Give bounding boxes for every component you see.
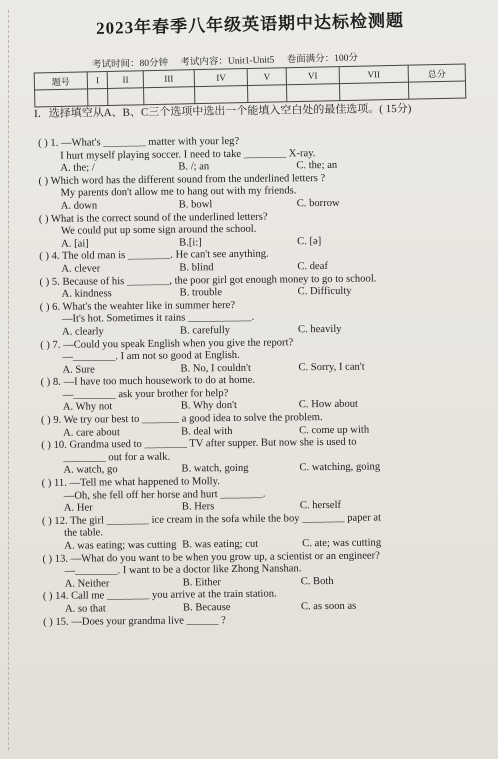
question-text: ( ) 6. What's the weahter like in summer here?: [39, 299, 236, 313]
answer-option[interactable]: B. blind: [179, 262, 214, 274]
question-item: [38, 133, 478, 175]
question-item: [41, 436, 481, 478]
answer-option[interactable]: A. the; /: [60, 162, 95, 174]
answer-option[interactable]: C. the; an: [296, 160, 338, 172]
answer-option[interactable]: A. Her: [63, 502, 93, 514]
answer-option[interactable]: A. watch, go: [63, 464, 118, 477]
question-item: [38, 171, 478, 213]
score-cell: 总分: [408, 64, 465, 82]
answer-option[interactable]: C. herself: [299, 500, 342, 512]
question-item: [42, 511, 482, 553]
answer-option[interactable]: C. deaf: [297, 260, 329, 273]
question-text: ( ) 11. —Tell me what happened to Molly.: [41, 476, 220, 490]
answer-option[interactable]: B. watch, going: [181, 463, 249, 475]
answer-option[interactable]: B. Hers: [181, 501, 215, 513]
score-blank[interactable]: [35, 89, 88, 107]
answer-option[interactable]: C. heavily: [297, 323, 342, 336]
question-subline: I hurt myself playing soccer. I need to take ________ X-ray.: [60, 147, 316, 162]
question-item: [41, 373, 481, 415]
score-cell: V: [248, 68, 287, 86]
answer-option[interactable]: A. [ai]: [61, 238, 89, 250]
question-subline: We could put up some sign around the school.: [60, 223, 257, 237]
answer-option[interactable]: A. Neither: [64, 578, 110, 590]
score-blank[interactable]: [340, 82, 409, 100]
score-cell: VI: [286, 67, 340, 85]
question-item: [41, 410, 481, 440]
score-blank[interactable]: [194, 86, 248, 104]
exam-time: 考试时间：80分钟: [91, 58, 169, 71]
answer-option[interactable]: B. deal with: [181, 425, 233, 438]
question-text: ( ) What is the correct sound of the underlined letters?: [38, 211, 268, 225]
answer-option[interactable]: B. was eating; cut: [182, 538, 259, 551]
question-text: ( ) 10. Grandma used to ________ TV after supper. But now she is used to: [41, 436, 357, 452]
question-subline: —________ ask your brother for help?: [62, 387, 229, 401]
question-text: ( ) 4. The old man is ________. He can't see anything.: [39, 248, 269, 263]
full-score: 卷面满分：100分: [286, 53, 359, 66]
question-text: ( ) Which word has the different sound from the underlined letters ?: [38, 172, 326, 187]
score-blank[interactable]: [408, 81, 465, 99]
question-text: ( ) 14. Call me ________ you arrive at the train station.: [42, 588, 277, 603]
question-text: ( ) 7. —Could you speak English when you give the report?: [40, 336, 294, 351]
question-text: ( ) 9. We try our best to _______ a good idea to solve the problem.: [40, 412, 323, 427]
question-item: [42, 473, 482, 515]
question-subline: My parents don't allow me to hang out with my friends.: [60, 185, 297, 200]
answer-option[interactable]: C. borrow: [296, 197, 340, 210]
score-cell: 题号: [34, 72, 87, 90]
question-text: ( ) 1. —What's ________ matter with your leg?: [38, 135, 240, 149]
page-title: 2023年春季八年级英语期中达标检测题: [95, 10, 405, 39]
question-text: ( ) 5. Because of his ________, the poor girl got enough money to go to school.: [39, 272, 377, 288]
score-blank[interactable]: [88, 88, 109, 105]
answer-option[interactable]: C. watching, going: [299, 461, 381, 474]
score-cell: VII: [339, 65, 408, 83]
answer-option[interactable]: C. come up with: [299, 424, 370, 436]
answer-option[interactable]: B. Either: [182, 576, 221, 589]
answer-option[interactable]: B. Why don't: [180, 400, 238, 412]
score-blank[interactable]: [108, 88, 144, 106]
answer-option[interactable]: C. How about: [298, 399, 359, 411]
question-subline: —Oh, she fell off her horse and hurt ________.: [63, 488, 266, 502]
question-text: ( ) 12. The girl ________ ice cream in the sofa while the boy ________ paper at: [41, 512, 382, 527]
score-cell: IV: [194, 69, 248, 87]
answer-option[interactable]: C. as soon as: [300, 600, 357, 613]
answer-option[interactable]: C. [ə]: [297, 235, 322, 248]
question-item: [42, 549, 482, 591]
exam-content: 考试内容：Unit1-Unit5: [180, 55, 275, 69]
score-cell: III: [143, 70, 194, 88]
question-item: [39, 247, 479, 277]
answer-option[interactable]: A. Why not: [62, 401, 113, 414]
question-subline: ________ out for a walk.: [63, 451, 171, 464]
question-item: [40, 297, 480, 339]
answer-option[interactable]: A. down: [60, 200, 98, 212]
score-blank[interactable]: [286, 84, 340, 102]
answer-option[interactable]: C. Both: [300, 575, 334, 588]
answer-option[interactable]: B.[i:]: [179, 237, 202, 249]
answer-option[interactable]: B. /; an: [178, 161, 210, 173]
answer-option[interactable]: A. clearly: [61, 326, 104, 338]
question-item: [43, 587, 483, 617]
score-blank[interactable]: [248, 85, 287, 103]
answer-option[interactable]: A. was eating; was cutting: [64, 539, 177, 552]
question-text: ( ) 8. —I have too much housework to do at home.: [40, 375, 256, 389]
question-subline: the table.: [64, 527, 104, 540]
answer-option[interactable]: B. trouble: [179, 287, 223, 299]
question-text: ( ) 15. —Does your grandma live ______ ?: [43, 614, 226, 628]
question-item: [39, 272, 479, 302]
question-text: ( ) 13. —What do you want to be when you grow up, a scientist or an engineer?: [42, 550, 380, 565]
answer-option[interactable]: A. kindness: [61, 288, 112, 300]
score-blank[interactable]: [144, 87, 195, 105]
question-item: [40, 335, 480, 377]
question-item: [39, 209, 479, 251]
answer-option[interactable]: B. Because: [182, 601, 231, 614]
score-cell: II: [108, 71, 144, 89]
answer-option[interactable]: B. carefully: [179, 324, 231, 337]
answer-option[interactable]: B. No, I couldn't: [180, 362, 251, 375]
question-list: [38, 133, 483, 629]
answer-option[interactable]: A. clever: [61, 263, 101, 275]
section-heading: I．选择填空从A、B、C三个选项中选出一个能填入空白处的最佳选项。( 15分): [33, 102, 412, 121]
answer-option[interactable]: C. Sorry, I can't: [298, 361, 365, 373]
answer-option[interactable]: C. Difficulty: [297, 285, 352, 298]
binding-line: [8, 10, 9, 750]
answer-option[interactable]: A. so that: [64, 603, 106, 615]
answer-option[interactable]: A. Sure: [62, 364, 95, 376]
question-subline: —________. I want to be a doctor like Zhong Nanshan.: [64, 563, 302, 577]
answer-option[interactable]: A. care about: [63, 426, 120, 439]
answer-option[interactable]: C. ate; was cutting: [302, 537, 382, 550]
question-subline: —It's hot. Sometimes it rains ____________.: [61, 312, 255, 326]
question-subline: —________. I am not so good at English.: [62, 349, 240, 363]
score-cell: I: [87, 71, 108, 88]
answer-option[interactable]: B. bowl: [178, 199, 213, 211]
